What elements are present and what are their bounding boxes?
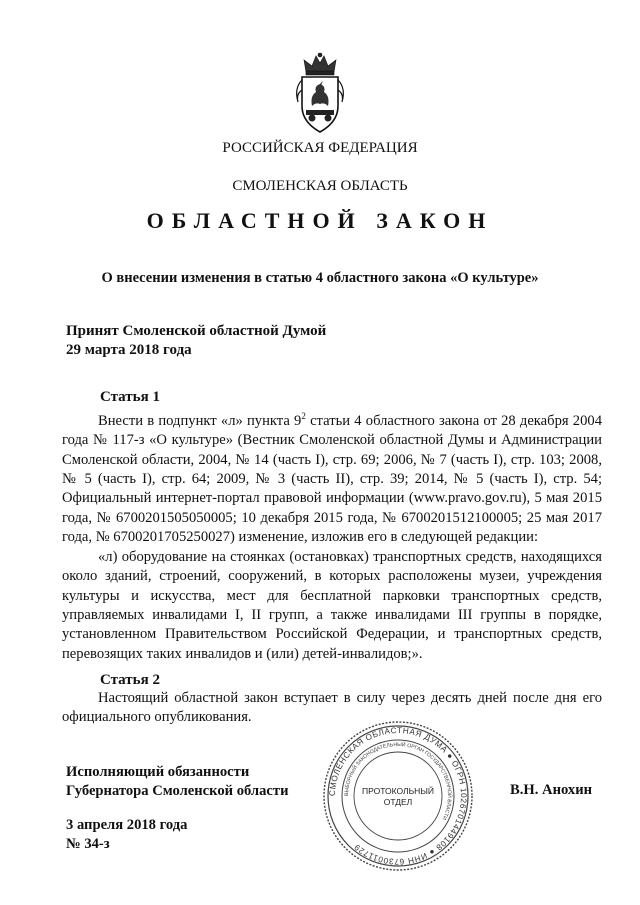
region-name: СМОЛЕНСКАЯ ОБЛАСТЬ — [232, 178, 408, 194]
document-type: ОБЛАСТНОЙ ЗАКОН — [146, 208, 494, 233]
document-date: 3 апреля 2018 года — [66, 817, 188, 833]
adoption-block — [66, 322, 326, 360]
article-1-intro-rest: статьи 4 областного закона от 28 декабря 2004 года № 117-з «О культуре» (Вестник Смоленской областной Думы и Администрации Смоленской области, 2004, № 14 (часть I), стр. 69; 2006, № 7 (часть I), стр. 103; 2008, № 5 (часть I), стр. 64; 2009, № 3 (часть II), стр. 39; 2014, № 5 (часть I), стр. 54; Официальный интернет-портал правовой информации (www.pravo.gov.ru), 5 мая 2015 года, № 6700201505050005; 10 декабря 2015 года, № 6700201512100005; 25 мая 2017 года, № 6700201705250027) изменение, изложив его в следующей редакции: — [62, 412, 602, 546]
adoption-date: 29 марта 2018 года — [66, 342, 192, 358]
seal-center-line1: ПРОТОКОЛЬНЫЙ — [362, 786, 434, 796]
signer-position-line2: Губернатора Смоленской области — [66, 783, 289, 799]
article-1-heading: Статья 1 — [100, 389, 160, 405]
seal-center-line2: ОТДЕЛ — [383, 797, 413, 807]
document-number: № 34-з — [66, 836, 110, 852]
law-title: О внесении изменения в статью 4 областного закона «О культуре» — [101, 270, 539, 286]
article-1-body — [62, 407, 602, 664]
signer-position-line1: Исполняющий обязанности — [66, 764, 250, 780]
signer-position — [66, 763, 288, 801]
seal-outer-ring-text: СМОЛЕНСКАЯ ОБЛАСТНАЯ ДУМА ● ОГРН 1026701449108 ● ИНН 6730011729 — [327, 725, 469, 867]
seal-inner-ring-text: ВЫБОРНЫЙ ЗАКОНОДАТЕЛЬНЫЙ ОРГАН ГОСУДАРСТВЕННОЙ ВЛАСТИ — [343, 741, 453, 821]
article-1-quote: «л) оборудование на стоянках (остановках) транспортных средств, находящихся около зданий, строений, сооружений, в которых расположены музеи, учреждения культуры и искусства, мест для бесплатной парковки транспортных средств, управляемых инвалидами I, II групп, а также инвалидами III группы в порядке, установленном Правительством Российской Федерации, и транспортных средств, перевозящих таких инвалидов и (или) детей-инвалидов;». — [62, 548, 602, 662]
country-name: РОССИЙСКАЯ ФЕДЕРАЦИЯ — [222, 140, 418, 156]
coat-of-arms-emblem — [290, 52, 350, 136]
document-date-block — [66, 816, 187, 854]
signer-name: В.Н. Анохин — [510, 782, 593, 798]
adoption-body: Принят Смоленской областной Думой — [66, 323, 327, 339]
article-2-paragraph: Настоящий областной закон вступает в силу через десять дней после дня его официального опубликования. — [62, 690, 602, 726]
seal-center-text — [356, 786, 440, 808]
article-1-paragraph — [62, 407, 602, 548]
article-2-heading: Статья 2 — [100, 672, 160, 688]
article-1-superscript: 2 — [301, 411, 306, 421]
article-1-intro-start: Внести в подпункт «л» пункта 9 — [98, 412, 302, 429]
